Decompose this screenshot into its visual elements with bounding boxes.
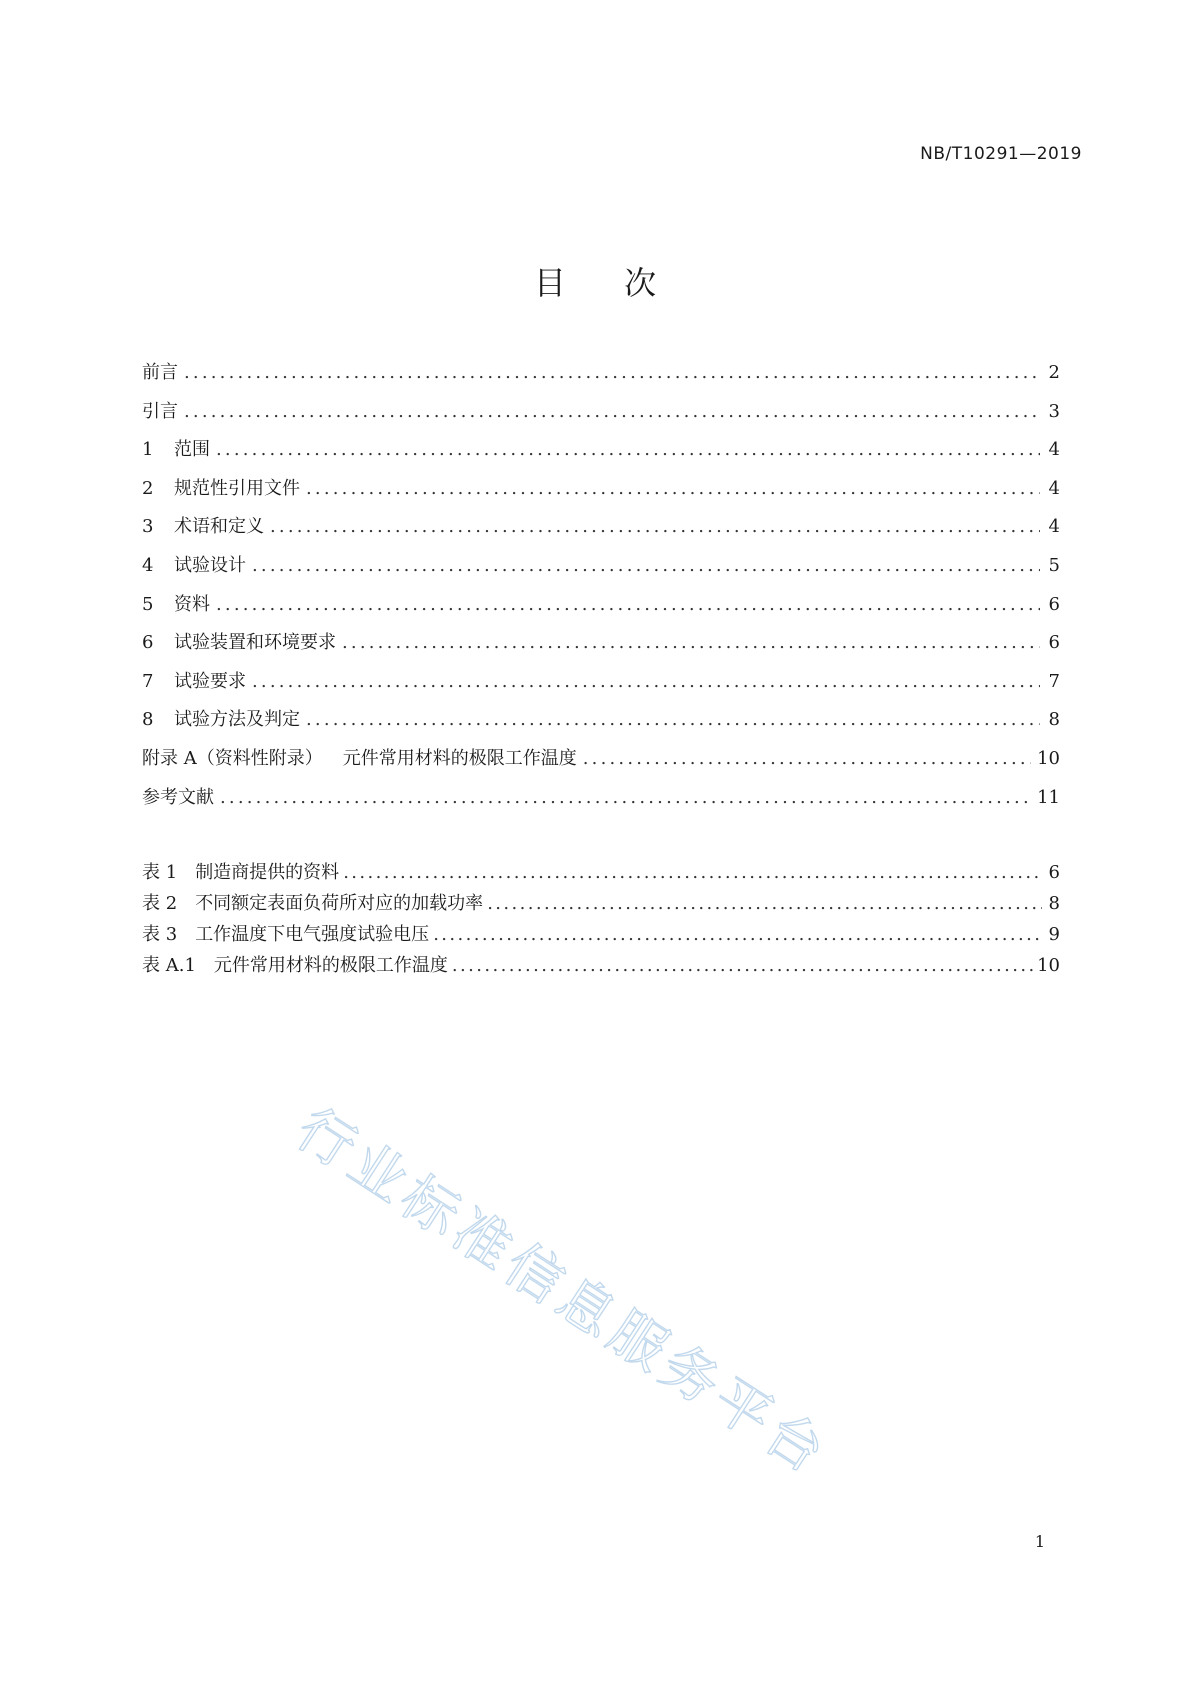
toc-entry-3[interactable] — [142, 512, 1060, 551]
toc-number: 5 — [142, 593, 154, 615]
table-entry-a1[interactable] — [142, 951, 1060, 982]
toc-label: 元件常用材料的极限工作温度 — [342, 747, 577, 769]
toc-entry-1[interactable] — [142, 435, 1060, 474]
table-entry-3[interactable] — [142, 920, 1060, 951]
dot-leader — [487, 893, 1042, 914]
toc-page: 5 — [1048, 554, 1060, 576]
toc-label: 试验装置和环境要求 — [174, 632, 336, 654]
toc-list — [142, 358, 1060, 821]
dot-leader — [306, 478, 1040, 499]
toc-entry-8[interactable] — [142, 705, 1060, 744]
table-list — [142, 858, 1060, 982]
watermark: 行业标准信息服务平台 — [284, 1096, 841, 1489]
toc-entry-foreword[interactable] — [142, 358, 1060, 397]
toc-label: 前言 — [142, 362, 178, 383]
table-number: 表 A.1 — [142, 955, 196, 976]
toc-page: 2 — [1048, 362, 1060, 383]
toc-page: 7 — [1048, 670, 1060, 692]
toc-label: 试验要求 — [174, 670, 246, 692]
table-page: 9 — [1048, 924, 1060, 945]
table-page: 10 — [1037, 955, 1060, 976]
table-label: 工作温度下电气强度试验电压 — [195, 924, 430, 945]
table-label: 制造商提供的资料 — [195, 862, 340, 883]
toc-number: 6 — [142, 632, 154, 654]
toc-page: 6 — [1048, 593, 1060, 615]
dot-leader — [270, 516, 1040, 537]
table-entry-1[interactable] — [142, 858, 1060, 889]
dot-leader — [216, 439, 1040, 460]
table-label: 不同额定表面负荷所对应的加载功率 — [195, 893, 484, 914]
toc-entry-2[interactable] — [142, 474, 1060, 513]
dot-leader — [184, 401, 1040, 422]
table-number: 表 1 — [142, 862, 178, 883]
toc-page: 10 — [1037, 747, 1060, 769]
toc-page: 3 — [1048, 400, 1060, 422]
table-number: 表 3 — [142, 924, 178, 945]
table-entry-2[interactable] — [142, 889, 1060, 920]
toc-number: 附录 A（资料性附录） — [142, 747, 323, 769]
toc-entry-appendix-a[interactable] — [142, 744, 1060, 783]
dot-leader — [220, 787, 1031, 808]
standard-code: NB/T10291—2019 — [920, 144, 1082, 164]
toc-label: 资料 — [174, 593, 210, 615]
dot-leader — [452, 955, 1033, 976]
dot-leader — [252, 555, 1040, 576]
dot-leader — [342, 632, 1040, 653]
toc-label: 试验设计 — [174, 554, 246, 576]
toc-number: 4 — [142, 554, 154, 576]
toc-entry-references[interactable] — [142, 783, 1060, 822]
toc-entry-5[interactable] — [142, 590, 1060, 629]
page-number: 1 — [1034, 1532, 1045, 1551]
table-page: 8 — [1048, 893, 1060, 914]
toc-page: 6 — [1048, 632, 1060, 654]
toc-number: 3 — [142, 516, 154, 538]
toc-page: 4 — [1048, 439, 1060, 461]
dot-leader — [433, 924, 1042, 945]
toc-label: 术语和定义 — [174, 516, 264, 538]
toc-number: 1 — [142, 439, 154, 461]
toc-label: 参考文献 — [142, 786, 214, 808]
dot-leader — [343, 862, 1042, 883]
dot-leader — [583, 748, 1031, 769]
toc-number: 7 — [142, 670, 154, 692]
dot-leader — [184, 362, 1040, 383]
toc-page: 4 — [1048, 516, 1060, 538]
page-title: 目 次 — [533, 264, 681, 302]
toc-number: 8 — [142, 709, 154, 731]
table-page: 6 — [1048, 862, 1060, 883]
toc-entry-introduction[interactable] — [142, 397, 1060, 436]
toc-label: 规范性引用文件 — [174, 477, 300, 499]
table-label: 元件常用材料的极限工作温度 — [213, 955, 448, 976]
table-number: 表 2 — [142, 893, 178, 914]
dot-leader — [306, 709, 1040, 730]
toc-entry-4[interactable] — [142, 551, 1060, 590]
toc-page: 11 — [1037, 786, 1060, 808]
toc-number: 2 — [142, 477, 154, 499]
toc-page: 4 — [1048, 477, 1060, 499]
toc-label: 引言 — [142, 400, 178, 422]
toc-label: 试验方法及判定 — [174, 709, 300, 731]
toc-label: 范围 — [174, 439, 210, 461]
toc-entry-6[interactable] — [142, 628, 1060, 667]
dot-leader — [252, 671, 1040, 692]
toc-page: 8 — [1048, 709, 1060, 731]
toc-entry-7[interactable] — [142, 667, 1060, 706]
dot-leader — [216, 594, 1040, 615]
